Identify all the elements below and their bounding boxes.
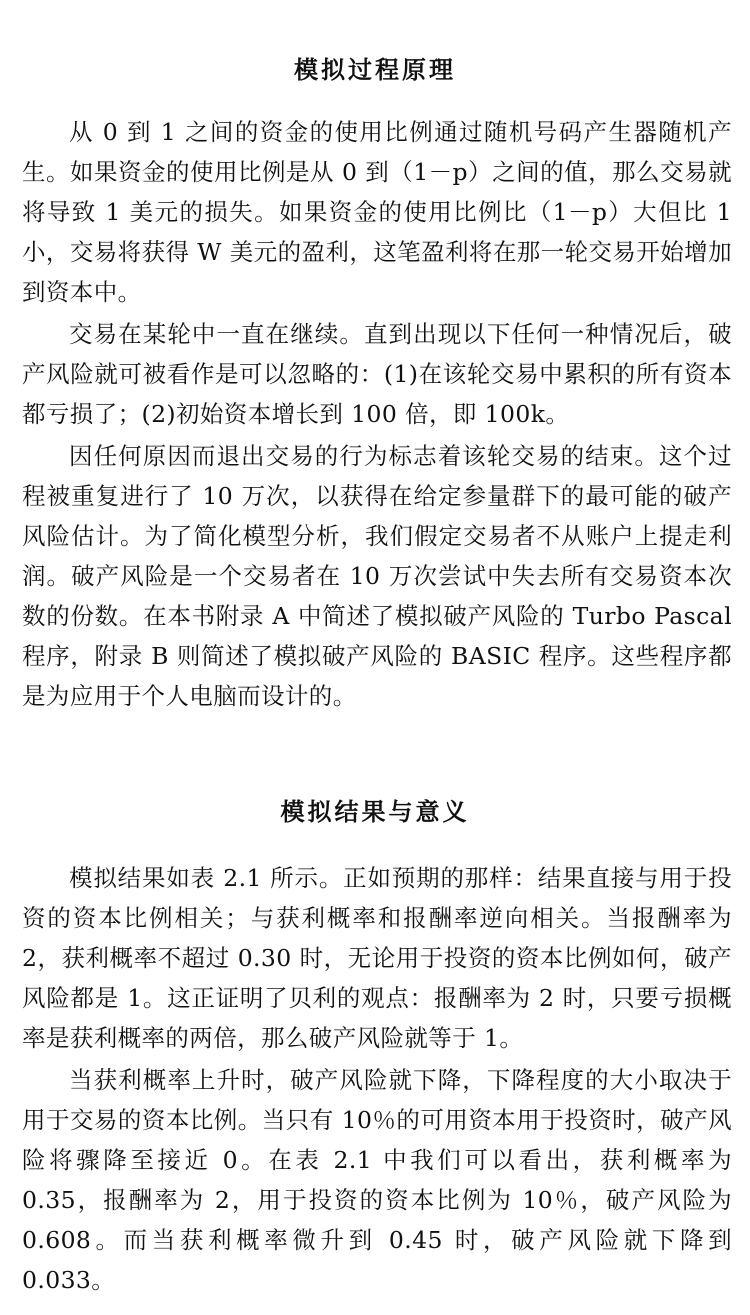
section-body: [22, 858, 732, 1300]
section-body: [22, 112, 732, 716]
paragraph: 交易在某轮中一直在继续。直到出现以下任何一种情况后，破产风险就可被看作是可以忽略的：(1)在该轮交易中累积的所有资本都亏损了；(2)初始资本增长到 100 倍，即 100k。: [22, 320, 732, 428]
paragraph: 从 0 到 1 之间的资金的使用比例通过随机号码产生器随机产生。如果资金的使用比例是从 0 到（1－p）之间的值，那么交易就将导致 1 美元的损失。如果资金的使用比例比（1－p）大但比 1 小，交易将获得 W 美元的盈利，这笔盈利将在那一轮交易开始增加到资本中。: [22, 118, 732, 306]
paragraph: 当获利概率上升时，破产风险就下降，下降程度的大小取决于用于交易的资本比例。当只有 10％的可用资本用于投资时，破产风险将骤降至接近 0。在表 2.1 中我们可以看出，获利概率为 0.35，报酬率为 2，用于投资的资本比例为 10％，破产风险为 0.608。而当获利概率微升到 0.45 时，破产风险就下降到 0.033。: [22, 1066, 732, 1294]
paragraph: 因任何原因而退出交易的行为标志着该轮交易的结束。这个过程被重复进行了 10 万次，以获得在给定参量群下的最可能的破产风险估计。为了简化模型分析，我们假定交易者不从账户上提走利润。破产风险是一个交易者在 10 万次尝试中失去所有交易资本次数的份数。在本书附录 A 中简述了模拟破产风险的 Turbo Pascal 程序，附录 B 则简述了模拟破产风险的 BASIC 程序。这些程序都是为应用于个人电脑而设计的。: [22, 442, 732, 710]
section-heading: 模拟结果与意义: [280, 798, 470, 826]
section-heading: 模拟过程原理: [294, 56, 456, 84]
paragraph: 模拟结果如表 2.1 所示。正如预期的那样：结果直接与用于投资的资本比例相关；与获利概率和报酬率逆向相关。当报酬率为 2，获利概率不超过 0.30 时，无论用于投资的资本比例如何，破产风险都是 1。这正证明了贝利的观点：报酬率为 2 时，只要亏损概率是获利概率的两倍，那么破产风险就等于 1。: [22, 864, 732, 1052]
